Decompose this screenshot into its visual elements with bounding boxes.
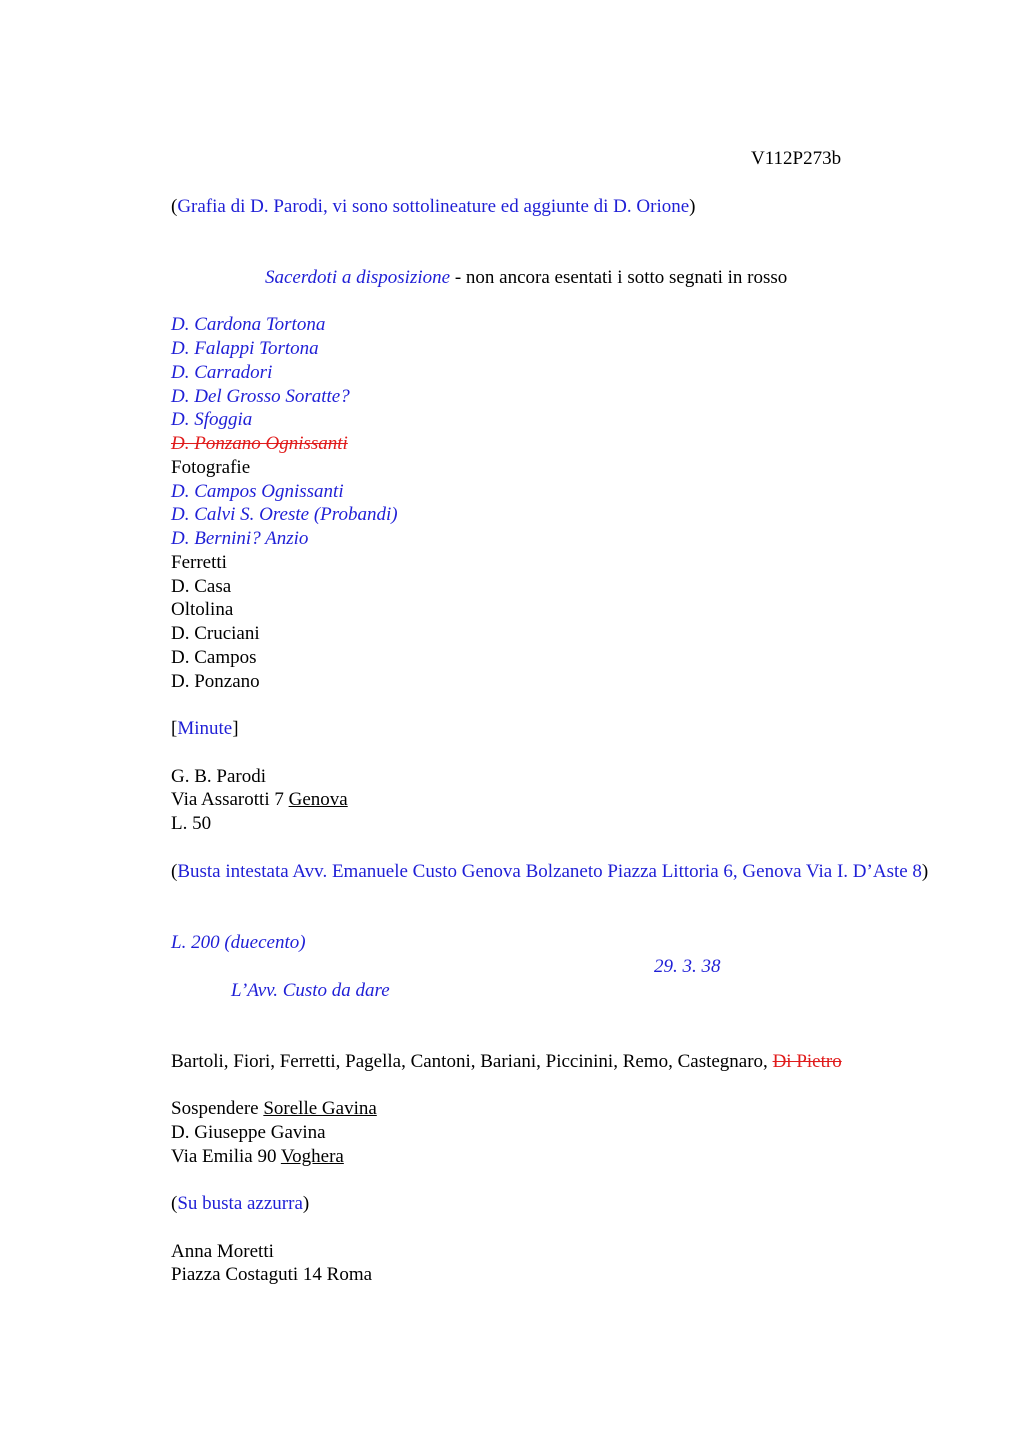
address-amount: L. 50 (171, 813, 212, 834)
fotografie-label: Fotografie (171, 457, 251, 478)
address-street: Via Emilia 90 Voghera (171, 1146, 344, 1167)
payment-note: L’Avv. Custo da dare (231, 980, 390, 1001)
busta-note: (Busta intestata Avv. Emanuele Custo Genova Bolzaneto Piazza Littoria 6, Genova Via I. D’Aste 8) (171, 861, 929, 882)
busta-azzurra-note: (Su busta azzurra) (171, 1193, 310, 1214)
grafia-note-text: Grafia di D. Parodi, vi sono sottolineature ed aggiunte di D. Orione (177, 196, 690, 217)
section-heading (265, 266, 787, 290)
list-item: D. Cruciani (171, 623, 260, 644)
list-item: D. Cardona Tortona (171, 314, 326, 335)
address-street: Piazza Costaguti 14 Roma (171, 1264, 373, 1285)
address-name: G. B. Parodi (171, 766, 266, 787)
list-item: D. Campos (171, 647, 257, 668)
list-item: D. Sfoggia (171, 409, 253, 430)
document-code: V112P273b (751, 148, 842, 169)
paren-open: ( (171, 196, 178, 217)
grafia-note (171, 195, 696, 219)
payment-date: 29. 3. 38 (654, 956, 721, 977)
list-item-struck: D. Ponzano Ognissanti (171, 433, 348, 454)
list-item: D. Ponzano (171, 671, 260, 692)
address-name: Anna Moretti (171, 1241, 274, 1262)
list-item: D. Carradori (171, 362, 273, 383)
address-street: Via Assarotti 7 Genova (171, 789, 348, 810)
list-item: D. Del Grosso Soratte? (171, 386, 350, 407)
list-item: Oltolina (171, 599, 234, 620)
list-item: D. Falappi Tortona (171, 338, 319, 359)
heading-rest: - non ancora esentati i sotto segnati in rosso (450, 267, 788, 288)
payment-amount: L. 200 (duecento) (171, 932, 306, 953)
list-item: D. Casa (171, 576, 232, 597)
list-item: D. Campos Ognissanti (171, 481, 344, 502)
names-line: Bartoli, Fiori, Ferretti, Pagella, Cantoni, Bariani, Piccinini, Remo, Castegnaro, Di Pietro (171, 1051, 842, 1072)
list-item: D. Bernini? Anzio (171, 528, 309, 549)
list-item: Ferretti (171, 552, 227, 573)
list-item: D. Calvi S. Oreste (Probandi) (171, 504, 398, 525)
minute-label: [Minute] (171, 718, 239, 739)
address-name: D. Giuseppe Gavina (171, 1122, 326, 1143)
heading-italic: Sacerdoti a disposizione (265, 267, 451, 288)
sospendere-line: Sospendere Sorelle Gavina (171, 1098, 377, 1119)
paren-close: ) (689, 196, 696, 217)
